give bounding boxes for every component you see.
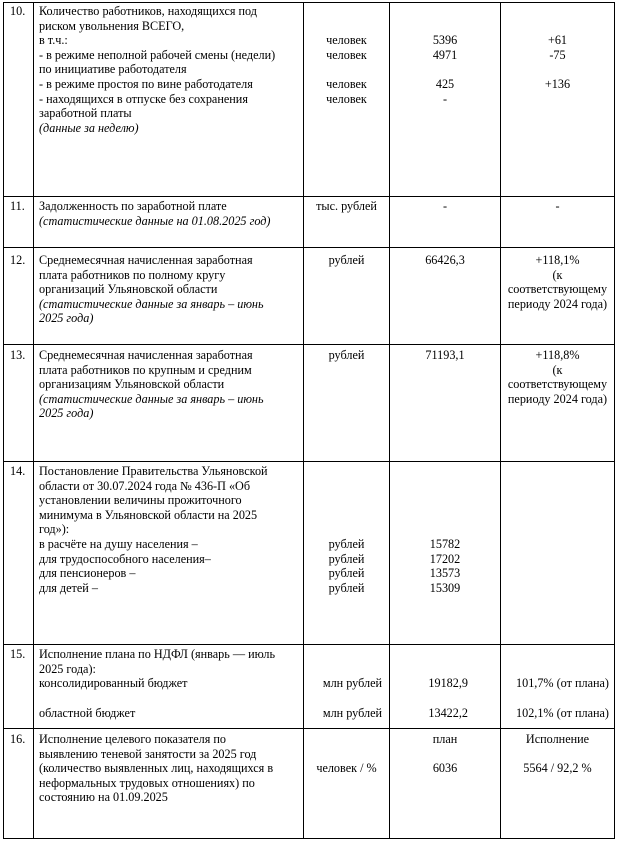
row-divider-10	[3, 196, 615, 197]
row-number: 16.	[10, 732, 26, 746]
change-cell: периоду 2024 года)	[507, 391, 608, 406]
row-number: 11.	[10, 199, 25, 213]
row-number: 12.	[10, 253, 26, 267]
description-line: для пенсионеров –	[39, 566, 136, 581]
change-cell: 101,7% (от плана)	[516, 676, 609, 691]
description-line: организациям Ульяновской области	[39, 377, 225, 392]
description-note: (данные за неделю)	[39, 120, 139, 135]
value-cell: 4971	[432, 47, 458, 62]
row-number: 10.	[10, 4, 26, 18]
value-cell: -	[442, 199, 448, 213]
description-line: год»):	[39, 522, 70, 537]
description-line: риском увольнения ВСЕГО,	[39, 18, 185, 33]
value-cell: 71193,1	[425, 348, 465, 362]
description-line: консолидированный бюджет	[39, 676, 188, 691]
description-line: неформальных трудовых отношениях) по	[39, 775, 255, 790]
change-cell: (к	[552, 267, 563, 282]
row-divider-12	[3, 344, 615, 345]
unit-cell: рублей	[328, 348, 365, 362]
description-line: минимума в Ульяновской области на 2025	[39, 507, 258, 522]
value-header: план	[432, 732, 458, 746]
description-line: Исполнение целевого показателя по	[39, 732, 226, 746]
description-line: по инициативе работодателя	[39, 62, 187, 77]
unit-cell: рублей	[328, 566, 365, 581]
change-cell: +118,1%	[535, 253, 580, 267]
row-divider-11	[3, 247, 615, 248]
description-line: в расчёте на душу населения –	[39, 537, 198, 551]
value-cell: 66426,3	[425, 253, 465, 267]
description-line: плата работников по крупным и средним	[39, 362, 252, 377]
description-line: для трудоспособного населения–	[39, 551, 211, 566]
unit-cell: человек	[326, 33, 367, 48]
change-cell: 5564 / 92,2 %	[523, 761, 592, 776]
description-line: Количество работников, находящихся под	[39, 4, 257, 18]
unit-cell: рублей	[328, 253, 365, 267]
description-line: Постановление Правительства Ульяновской	[39, 464, 268, 478]
unit-cell: человек	[326, 91, 367, 106]
value-cell: 13422,2	[428, 706, 468, 720]
change-header: Исполнение	[525, 732, 590, 746]
description-line: областной бюджет	[39, 706, 136, 720]
description-line: Среднемесячная начисленная заработная	[39, 253, 253, 267]
unit-cell: рублей	[328, 551, 365, 566]
table-border-bottom	[3, 838, 615, 839]
table-border-right	[614, 2, 615, 839]
description-note: 2025 года)	[39, 311, 94, 326]
unit-cell: млн рублей	[322, 706, 382, 720]
description-line: Среднемесячная начисленная заработная	[39, 348, 253, 362]
change-cell: (к	[552, 362, 563, 377]
description-line: Задолженность по заработной плате	[39, 199, 227, 213]
description-note: (статистические данные на 01.08.2025 год)	[39, 213, 271, 228]
description-line: - в режиме простоя по вине работодателя	[39, 77, 253, 91]
description-line: - в режиме неполной рабочей смены (недели)	[39, 47, 276, 62]
row-divider-15	[3, 728, 615, 729]
unit-cell: рублей	[328, 537, 365, 551]
description-line: 2025 года):	[39, 661, 96, 676]
unit-cell: человек / %	[316, 761, 377, 776]
value-cell: 19182,9	[428, 676, 468, 691]
description-line: - находящихся в отпуске без сохранения	[39, 91, 248, 106]
value-cell: 6036	[432, 761, 458, 776]
value-cell: -	[442, 91, 448, 106]
row-number: 14.	[10, 464, 26, 478]
row-number: 15.	[10, 647, 26, 661]
value-cell: 15309	[429, 580, 461, 595]
row-divider-14	[3, 644, 615, 645]
change-cell: +61	[547, 33, 568, 48]
change-cell: -	[555, 199, 560, 213]
description-line: заработной платы	[39, 106, 132, 121]
change-cell: +118,8%	[535, 348, 580, 362]
description-line: плата работников по полному кругу	[39, 267, 226, 282]
row-divider-13	[3, 461, 615, 462]
value-cell: 17202	[429, 551, 461, 566]
change-cell: +136	[544, 77, 571, 91]
value-cell: 5396	[432, 33, 458, 48]
table-border-left	[3, 2, 4, 839]
unit-cell: человек	[326, 77, 367, 91]
change-cell: 102,1% (от плана)	[516, 706, 609, 720]
column-divider-1	[33, 2, 34, 839]
row-number: 13.	[10, 348, 26, 362]
value-cell: 425	[435, 77, 455, 91]
change-cell: соответствующему	[507, 377, 608, 392]
value-cell: 15782	[429, 537, 461, 551]
description-line: Исполнение плана по НДФЛ (январь — июль	[39, 647, 276, 661]
unit-cell: рублей	[328, 580, 365, 595]
unit-cell: человек	[326, 47, 367, 62]
description-line: выявлению теневой занятости за 2025 год	[39, 746, 257, 761]
unit-cell: тыс. рублей	[316, 199, 377, 213]
description-note: (статистические данные за январь – июнь	[39, 296, 264, 311]
description-line: в т.ч.:	[39, 33, 68, 48]
description-note: (статистические данные за январь – июнь	[39, 391, 264, 406]
change-cell: периоду 2024 года)	[507, 296, 608, 311]
description-line: состоянию на 01.09.2025	[39, 790, 168, 805]
change-cell: -75	[549, 47, 566, 62]
description-line: области от 30.07.2024 года № 436-П «Об	[39, 478, 251, 493]
description-line: организаций Ульяновской области	[39, 282, 218, 297]
unit-cell: млн рублей	[322, 676, 382, 691]
value-cell: 13573	[429, 566, 461, 581]
description-note: 2025 года)	[39, 406, 94, 421]
table-border-top	[3, 2, 615, 3]
change-cell: соответствующему	[507, 282, 608, 297]
description-line: установлении величины прожиточного	[39, 493, 242, 508]
description-line: для детей –	[39, 580, 98, 595]
description-line: (количество выявленных лиц, находящихся в	[39, 761, 274, 776]
